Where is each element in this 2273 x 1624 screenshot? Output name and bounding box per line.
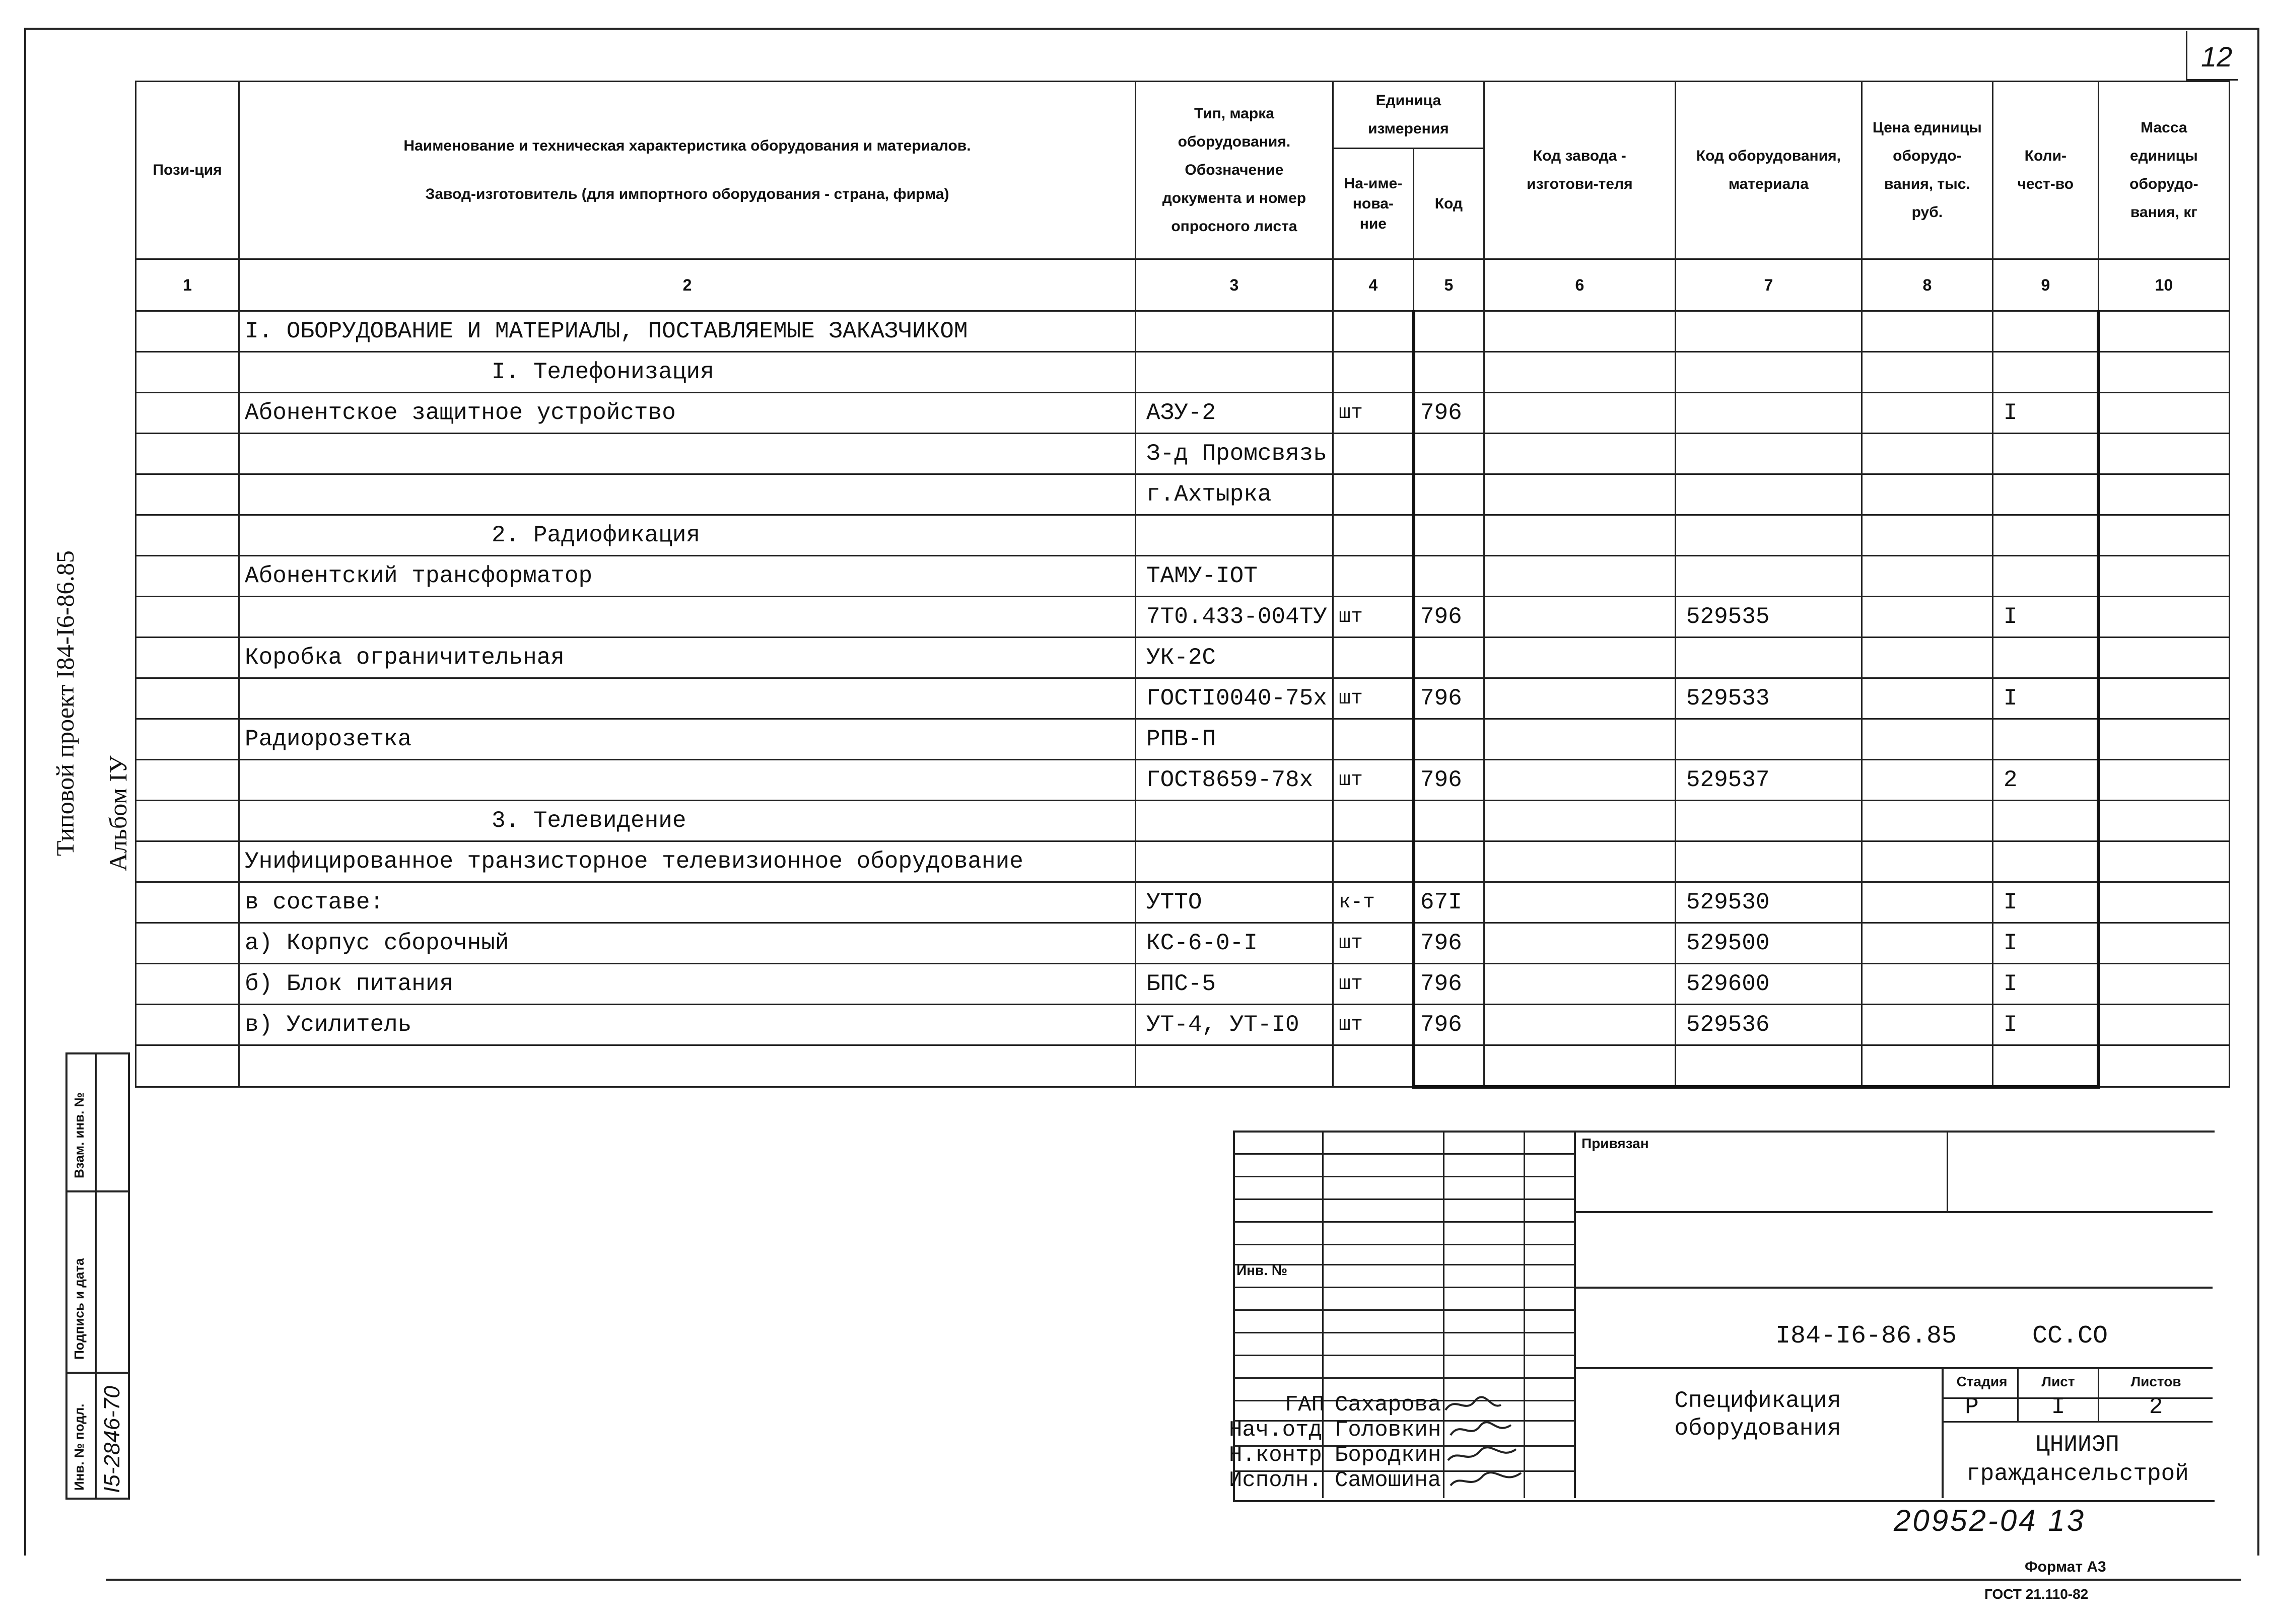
cell-eq-code: [1675, 474, 1862, 515]
cell-mass: [2098, 841, 2229, 882]
cell-type: [1136, 515, 1333, 556]
cell-factory: [1484, 882, 1675, 923]
cell-factory: [1484, 434, 1675, 474]
cell-eq-code: [1675, 638, 1862, 678]
cell-type: УК-2С: [1136, 638, 1333, 678]
cell-mass: [2098, 760, 2229, 801]
header-unit-name: На-име-нова-ние: [1333, 149, 1413, 259]
signer-role: ГАП: [1284, 1392, 1325, 1418]
cell-type: 7Т0.433-004ТУ: [1136, 597, 1333, 638]
cell-price: [1862, 434, 1992, 474]
cell-eq-code: 529500: [1675, 923, 1862, 964]
cell-unit-code: [1413, 352, 1484, 393]
cell-name: [239, 597, 1136, 638]
doc-title: [1576, 1387, 1939, 1443]
cell-factory: [1484, 923, 1675, 964]
signer-name: Головкин: [1335, 1418, 1441, 1443]
cell-name: I. ОБОРУДОВАНИЕ И МАТЕРИАЛЫ, ПОСТАВЛЯЕМЫЕ ЗАКАЗЧИКОМ: [239, 311, 1136, 352]
cell-unit-code: [1413, 719, 1484, 760]
cell-eq-code: 529537: [1675, 760, 1862, 801]
table-row: [136, 882, 2230, 923]
cell-factory: [1484, 393, 1675, 434]
cell-name: [239, 678, 1136, 719]
cell-unit-code: 796: [1413, 760, 1484, 801]
signer-name: Бородкин: [1335, 1443, 1441, 1468]
cell-eq-code: 529535: [1675, 597, 1862, 638]
cell-unit-code: 796: [1413, 923, 1484, 964]
specification-table: [135, 81, 2230, 1089]
cell-pos: [136, 597, 239, 638]
table-row: [136, 434, 2230, 474]
cell-unit: шт: [1333, 923, 1413, 964]
cell-mass: [2098, 434, 2229, 474]
cell-unit-code: 796: [1413, 1005, 1484, 1045]
cell-price: [1862, 352, 1992, 393]
table-row: [136, 964, 2230, 1005]
cell-unit-code: [1413, 1045, 1484, 1087]
org-line2: граждансельстрой: [1966, 1461, 2189, 1487]
cell-type: АЗУ-2: [1136, 393, 1333, 434]
cell-qty: [1992, 515, 2098, 556]
side-album-label: Альбом IУ: [104, 755, 132, 871]
cell-factory: [1484, 841, 1675, 882]
cell-price: [1862, 597, 1992, 638]
cell-pos: [136, 1005, 239, 1045]
cell-factory: [1484, 638, 1675, 678]
table-row: [136, 638, 2230, 678]
cell-unit-code: [1413, 638, 1484, 678]
stage-label: Стадия: [1956, 1374, 2008, 1389]
cell-qty: I: [1992, 597, 2098, 638]
cell-unit: к-т: [1333, 882, 1413, 923]
cell-mass: [2098, 638, 2229, 678]
cell-price: [1862, 515, 1992, 556]
cell-qty: [1992, 474, 2098, 515]
cell-price: [1862, 1005, 1992, 1045]
cell-qty: [1992, 556, 2098, 597]
cell-unit: [1333, 638, 1413, 678]
cell-unit: [1333, 352, 1413, 393]
header-name: Наименование и техническая характеристика оборудования и материалов. Завод-изготовитель (для импортного оборудования - страна, фирма): [239, 82, 1136, 259]
cell-mass: [2098, 719, 2229, 760]
doc-code: I84-I6-86.85: [1775, 1322, 1957, 1351]
cell-eq-code: 529530: [1675, 882, 1862, 923]
cell-qty: I: [1992, 393, 2098, 434]
cell-type: [1136, 311, 1333, 352]
cell-eq-code: [1675, 1045, 1862, 1087]
cell-unit-code: [1413, 556, 1484, 597]
header-factory: Код завода - изготови-теля: [1484, 82, 1675, 259]
sheets-label: Листов: [2130, 1374, 2181, 1389]
table-row: [136, 760, 2230, 801]
cell-pos: [136, 1045, 239, 1087]
table-body: [136, 311, 2230, 1087]
cell-price: [1862, 393, 1992, 434]
cell-price: [1862, 964, 1992, 1005]
cell-pos: [136, 801, 239, 841]
cell-mass: [2098, 393, 2229, 434]
cell-unit-code: 796: [1413, 678, 1484, 719]
cell-unit-code: [1413, 841, 1484, 882]
cell-price: [1862, 841, 1992, 882]
cell-factory: [1484, 352, 1675, 393]
stage-value: Р: [1965, 1394, 1979, 1420]
cell-pos: [136, 964, 239, 1005]
cell-pos: [136, 556, 239, 597]
cell-unit: [1333, 434, 1413, 474]
cell-pos: [136, 393, 239, 434]
cell-eq-code: [1675, 801, 1862, 841]
cell-name: 3. Телевидение: [239, 801, 1136, 841]
signer-list: [1229, 1392, 1441, 1493]
cell-pos: [136, 515, 239, 556]
cell-qty: I: [1992, 1005, 2098, 1045]
cell-factory: [1484, 760, 1675, 801]
format-label: Формат А3: [2025, 1559, 2106, 1575]
cell-name: Абонентский трансформатор: [239, 556, 1136, 597]
table-row: [136, 597, 2230, 638]
cell-price: [1862, 923, 1992, 964]
cell-name: Радиорозетка: [239, 719, 1136, 760]
cell-mass: [2098, 556, 2229, 597]
table-row: [136, 352, 2230, 393]
cell-mass: [2098, 352, 2229, 393]
cell-unit: шт: [1333, 760, 1413, 801]
cell-type: [1136, 1045, 1333, 1087]
cell-type: ТАМУ-IOT: [1136, 556, 1333, 597]
signer-name: Самошина: [1335, 1468, 1441, 1493]
cell-unit: [1333, 1045, 1413, 1087]
table-row: [136, 474, 2230, 515]
cell-type: БПС-5: [1136, 964, 1333, 1005]
cell-eq-code: [1675, 515, 1862, 556]
cell-mass: [2098, 923, 2229, 964]
cell-unit: [1333, 311, 1413, 352]
cell-unit: [1333, 801, 1413, 841]
cell-qty: [1992, 719, 2098, 760]
header-qty: Коли-чест-во: [1992, 82, 2098, 259]
cell-factory: [1484, 964, 1675, 1005]
header-mass: Масса единицы оборудо-вания, кг: [2098, 82, 2229, 259]
cell-unit: [1333, 515, 1413, 556]
archive-number: 20952-04 13: [1894, 1504, 2086, 1537]
cell-unit-code: [1413, 474, 1484, 515]
cell-unit-code: [1413, 515, 1484, 556]
table-row: [136, 393, 2230, 434]
table-row: [136, 678, 2230, 719]
cell-unit: шт: [1333, 964, 1413, 1005]
cell-unit: [1333, 474, 1413, 515]
cell-pos: [136, 719, 239, 760]
cell-qty: [1992, 311, 2098, 352]
cell-factory: [1484, 597, 1675, 638]
sheet-value: I: [2051, 1394, 2065, 1420]
cell-pos: [136, 638, 239, 678]
cell-type: КС-6-0-I: [1136, 923, 1333, 964]
signer-row: [1229, 1443, 1441, 1468]
org-line1: ЦНИИЭП: [2036, 1432, 2119, 1458]
header-pos: Пози-ция: [136, 82, 239, 259]
cell-name: [239, 434, 1136, 474]
cell-type: г.Ахтырка: [1136, 474, 1333, 515]
cell-type: УТ-4, УТ-I0: [1136, 1005, 1333, 1045]
cell-pos: [136, 311, 239, 352]
cell-unit-code: [1413, 434, 1484, 474]
cell-qty: [1992, 1045, 2098, 1087]
table-row: [136, 923, 2230, 964]
signer-name: Сахарова: [1335, 1392, 1441, 1418]
cell-factory: [1484, 556, 1675, 597]
header-unit-code: Код: [1413, 149, 1484, 259]
stamp-label-sign: Подпись и дата: [72, 1258, 87, 1360]
cell-type: РПВ-П: [1136, 719, 1333, 760]
cell-type: ГОСТI0040-75x: [1136, 678, 1333, 719]
stamp-inv-value: I5-2846-70: [100, 1386, 124, 1493]
cell-name: в составе:: [239, 882, 1136, 923]
cell-eq-code: [1675, 719, 1862, 760]
table-row: [136, 841, 2230, 882]
cell-name: Унифицированное транзисторное телевизионное оборудование: [239, 841, 1136, 882]
cell-eq-code: 529533: [1675, 678, 1862, 719]
cell-unit-code: 67I: [1413, 882, 1484, 923]
cell-eq-code: [1675, 434, 1862, 474]
cell-mass: [2098, 678, 2229, 719]
cell-eq-code: [1675, 556, 1862, 597]
cell-unit: [1333, 556, 1413, 597]
stamp-label-replace: Взам. инв. №: [72, 1092, 87, 1178]
cell-name: Абонентское защитное устройство: [239, 393, 1136, 434]
table-row: [136, 311, 2230, 352]
side-project-label: Типовой проект I84-I6-86.85: [51, 550, 79, 856]
cell-mass: [2098, 474, 2229, 515]
cell-qty: [1992, 638, 2098, 678]
cell-unit-code: 796: [1413, 393, 1484, 434]
signer-role: Н.контр: [1229, 1443, 1322, 1468]
cell-type: ГОСТ8659-78x: [1136, 760, 1333, 801]
cell-price: [1862, 801, 1992, 841]
organization: [1944, 1430, 2211, 1489]
cell-qty: I: [1992, 882, 2098, 923]
cell-unit: шт: [1333, 393, 1413, 434]
sheets-value: 2: [2149, 1394, 2163, 1420]
cell-mass: [2098, 801, 2229, 841]
table-row: [136, 719, 2230, 760]
cell-name: [239, 1045, 1136, 1087]
cell-pos: [136, 352, 239, 393]
cell-type: [1136, 841, 1333, 882]
cell-eq-code: 529536: [1675, 1005, 1862, 1045]
cell-pos: [136, 474, 239, 515]
column-number-row: 1 2 3 4 5 6 7 8 9 10: [136, 259, 2230, 311]
signer-row: [1229, 1392, 1441, 1418]
cell-price: [1862, 311, 1992, 352]
doc-suffix: СС.СО: [2032, 1322, 2108, 1351]
signer-role: Исполн.: [1229, 1468, 1322, 1493]
cell-qty: [1992, 352, 2098, 393]
cell-unit: шт: [1333, 597, 1413, 638]
cell-name: I. Телефонизация: [239, 352, 1136, 393]
doc-title-line2: оборудования: [1674, 1416, 1841, 1442]
cell-unit-code: [1413, 311, 1484, 352]
cell-unit-code: 796: [1413, 964, 1484, 1005]
cell-qty: I: [1992, 923, 2098, 964]
sheet-label: Лист: [2041, 1374, 2075, 1389]
cell-factory: [1484, 474, 1675, 515]
cell-pos: [136, 760, 239, 801]
cell-price: [1862, 678, 1992, 719]
cell-mass: [2098, 515, 2229, 556]
signer-role: Нач.отд: [1229, 1418, 1322, 1443]
cell-name: в) Усилитель: [239, 1005, 1136, 1045]
cell-qty: I: [1992, 964, 2098, 1005]
cell-unit-code: [1413, 801, 1484, 841]
cell-qty: [1992, 801, 2098, 841]
table-row: [136, 1045, 2230, 1087]
header-unit: Единица измерения: [1333, 82, 1484, 149]
table-row: [136, 801, 2230, 841]
doc-title-line1: Спецификация: [1674, 1388, 1841, 1414]
cell-mass: [2098, 1045, 2229, 1087]
gost-label: ГОСТ 21.110-82: [1984, 1586, 2089, 1602]
table-row: [136, 1005, 2230, 1045]
table-row: [136, 556, 2230, 597]
cell-type: УТТО: [1136, 882, 1333, 923]
cell-price: [1862, 882, 1992, 923]
cell-eq-code: [1675, 352, 1862, 393]
cell-mass: [2098, 311, 2229, 352]
cell-factory: [1484, 801, 1675, 841]
signer-row: [1229, 1468, 1441, 1493]
cell-factory: [1484, 1045, 1675, 1087]
cell-price: [1862, 474, 1992, 515]
cell-mass: [2098, 597, 2229, 638]
sheet-bottom-line: [106, 1579, 2241, 1581]
table-row: [136, 515, 2230, 556]
cell-name: [239, 474, 1136, 515]
cell-type: З-д Промсвязь: [1136, 434, 1333, 474]
cell-qty: [1992, 434, 2098, 474]
cell-pos: [136, 841, 239, 882]
cell-factory: [1484, 678, 1675, 719]
cell-name: 2. Радиофикация: [239, 515, 1136, 556]
header-type: Тип, марка оборудования. Обозначение документа и номер опросного листа: [1136, 82, 1333, 259]
cell-type: [1136, 801, 1333, 841]
cell-pos: [136, 434, 239, 474]
cell-price: [1862, 556, 1992, 597]
cell-factory: [1484, 719, 1675, 760]
cell-mass: [2098, 964, 2229, 1005]
cell-type: [1136, 352, 1333, 393]
cell-qty: I: [1992, 678, 2098, 719]
cell-eq-code: [1675, 841, 1862, 882]
header-price: Цена единицы оборудо-вания, тыс. руб.: [1862, 82, 1992, 259]
cell-unit-code: 796: [1413, 597, 1484, 638]
cell-price: [1862, 719, 1992, 760]
cell-mass: [2098, 1005, 2229, 1045]
cell-eq-code: 529600: [1675, 964, 1862, 1005]
stamp-label-inv: Инв. № подл.: [72, 1403, 87, 1491]
cell-pos: [136, 923, 239, 964]
cell-price: [1862, 1045, 1992, 1087]
cell-name: Коробка ограничительная: [239, 638, 1136, 678]
cell-price: [1862, 760, 1992, 801]
cell-name: б) Блок питания: [239, 964, 1136, 1005]
cell-qty: 2: [1992, 760, 2098, 801]
cell-factory: [1484, 311, 1675, 352]
cell-unit: [1333, 841, 1413, 882]
cell-unit: шт: [1333, 1005, 1413, 1045]
cell-unit: [1333, 719, 1413, 760]
cell-mass: [2098, 882, 2229, 923]
sheet-number: 12: [2201, 41, 2233, 73]
cell-pos: [136, 678, 239, 719]
signer-row: [1229, 1418, 1441, 1443]
cell-name: [239, 760, 1136, 801]
cell-eq-code: [1675, 311, 1862, 352]
cell-factory: [1484, 515, 1675, 556]
cell-price: [1862, 638, 1992, 678]
cell-eq-code: [1675, 393, 1862, 434]
cell-qty: [1992, 841, 2098, 882]
signatures-drawing: [1440, 1390, 1541, 1501]
cell-unit: шт: [1333, 678, 1413, 719]
cell-name: а) Корпус сборочный: [239, 923, 1136, 964]
header-row: [136, 82, 2230, 149]
header-eq-code: Код оборудования, материала: [1675, 82, 1862, 259]
privyazan-label: Привязан: [1581, 1136, 1649, 1151]
cell-factory: [1484, 1005, 1675, 1045]
cell-pos: [136, 882, 239, 923]
inv-no-label: Инв. №: [1236, 1262, 1288, 1278]
